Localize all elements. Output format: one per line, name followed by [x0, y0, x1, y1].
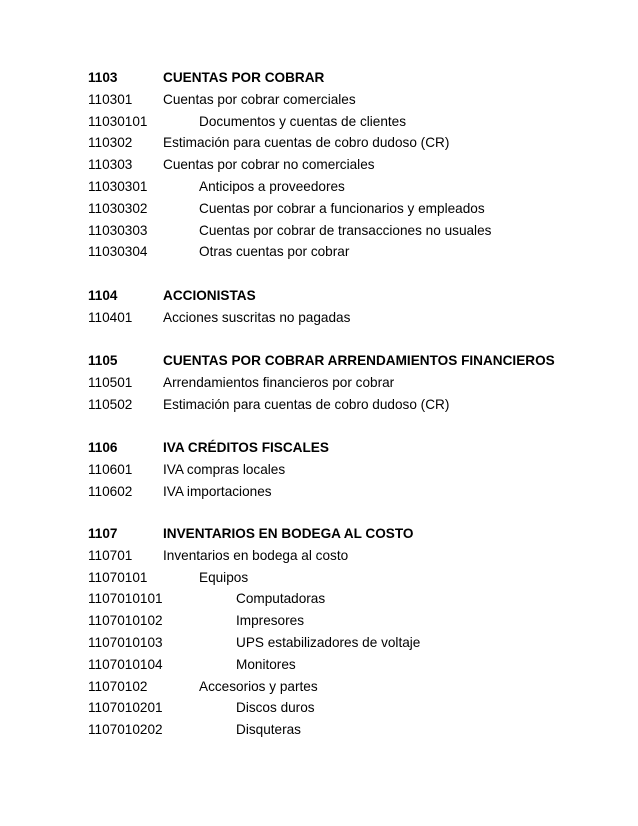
account-description: Cuentas por cobrar comerciales	[163, 91, 356, 107]
account-row	[0, 545, 638, 567]
account-row	[0, 567, 638, 589]
account-code: 110401	[88, 309, 133, 325]
account-description: Otras cuentas por cobrar	[199, 244, 350, 260]
account-description: Acciones suscritas no pagadas	[163, 309, 351, 325]
account-header	[0, 350, 638, 372]
account-section-1107	[0, 523, 638, 741]
account-description: Accesorios y partes	[199, 678, 318, 694]
account-row	[0, 610, 638, 632]
account-row	[0, 481, 638, 503]
account-code: 11070102	[88, 678, 148, 694]
account-row	[0, 154, 638, 176]
account-row	[0, 241, 638, 263]
account-row	[0, 394, 638, 416]
account-code: 1107010101	[88, 591, 163, 607]
account-description: UPS estabilizadores de voltaje	[236, 634, 421, 650]
account-code: 1107010102	[88, 613, 163, 629]
account-row	[0, 588, 638, 610]
account-description: Cuentas por cobrar no comerciales	[163, 157, 375, 173]
account-code: 1107010104	[88, 656, 163, 672]
account-code: 1106	[88, 440, 118, 455]
account-code: 110601	[88, 461, 133, 477]
account-description: Cuentas por cobrar a funcionarios y empleados	[199, 200, 485, 216]
account-title: ACCIONISTAS	[163, 288, 256, 303]
account-code: 11030302	[88, 200, 148, 216]
account-section-1103	[0, 67, 638, 263]
account-description: IVA compras locales	[163, 461, 286, 477]
account-title: CUENTAS POR COBRAR ARRENDAMIENTOS FINANCIEROS	[163, 353, 555, 368]
account-header	[0, 523, 638, 545]
account-header	[0, 67, 638, 89]
account-code: 1103	[88, 70, 118, 85]
account-section-1105	[0, 350, 638, 415]
account-code: 110501	[88, 374, 133, 390]
account-description: Documentos y cuentas de clientes	[199, 113, 407, 129]
account-description: Cuentas por cobrar de transacciones no usuales	[199, 222, 492, 238]
account-code: 11030301	[88, 178, 148, 194]
account-row	[0, 372, 638, 394]
account-row	[0, 198, 638, 220]
account-title: CUENTAS POR COBRAR	[163, 70, 325, 85]
account-code: 110301	[88, 91, 133, 107]
account-description: Estimación para cuentas de cobro dudoso (CR)	[163, 135, 450, 151]
account-code: 110602	[88, 483, 133, 499]
account-row	[0, 654, 638, 676]
account-description: Arrendamientos financieros por cobrar	[163, 374, 395, 390]
account-code: 110303	[88, 157, 133, 173]
account-description: Impresores	[236, 613, 304, 629]
account-row	[0, 176, 638, 198]
account-title: IVA CRÉDITOS FISCALES	[163, 440, 329, 455]
account-code: 11030101	[88, 113, 148, 129]
account-code: 110302	[88, 135, 133, 151]
account-code: 1104	[88, 288, 118, 303]
account-code: 1107	[88, 526, 118, 541]
account-row	[0, 132, 638, 154]
account-code: 110701	[88, 547, 133, 563]
account-description: Discos duros	[236, 700, 315, 716]
account-row	[0, 307, 638, 329]
account-header	[0, 285, 638, 307]
account-row	[0, 632, 638, 654]
account-code: 1105	[88, 353, 118, 368]
account-code: 11030304	[88, 244, 148, 260]
account-code: 1107010202	[88, 722, 163, 738]
account-section-1104	[0, 285, 638, 329]
account-code: 1107010201	[88, 700, 163, 716]
account-row	[0, 719, 638, 741]
account-row	[0, 111, 638, 133]
account-section-1106	[0, 437, 638, 502]
account-code: 1107010103	[88, 634, 163, 650]
account-code: 110502	[88, 396, 133, 412]
account-description: Anticipos a proveedores	[199, 178, 345, 194]
account-code: 11030303	[88, 222, 148, 238]
account-row	[0, 697, 638, 719]
account-description: Disquteras	[236, 722, 301, 738]
account-title: INVENTARIOS EN BODEGA AL COSTO	[163, 526, 414, 541]
account-code: 11070101	[88, 569, 148, 585]
account-row	[0, 676, 638, 698]
account-row	[0, 89, 638, 111]
account-description: IVA importaciones	[163, 483, 272, 499]
account-header	[0, 437, 638, 459]
account-description: Computadoras	[236, 591, 326, 607]
account-description: Monitores	[236, 656, 296, 672]
account-description: Inventarios en bodega al costo	[163, 547, 349, 563]
account-description: Estimación para cuentas de cobro dudoso (CR)	[163, 396, 450, 412]
account-row	[0, 220, 638, 242]
account-description: Equipos	[199, 569, 249, 585]
account-row	[0, 459, 638, 481]
